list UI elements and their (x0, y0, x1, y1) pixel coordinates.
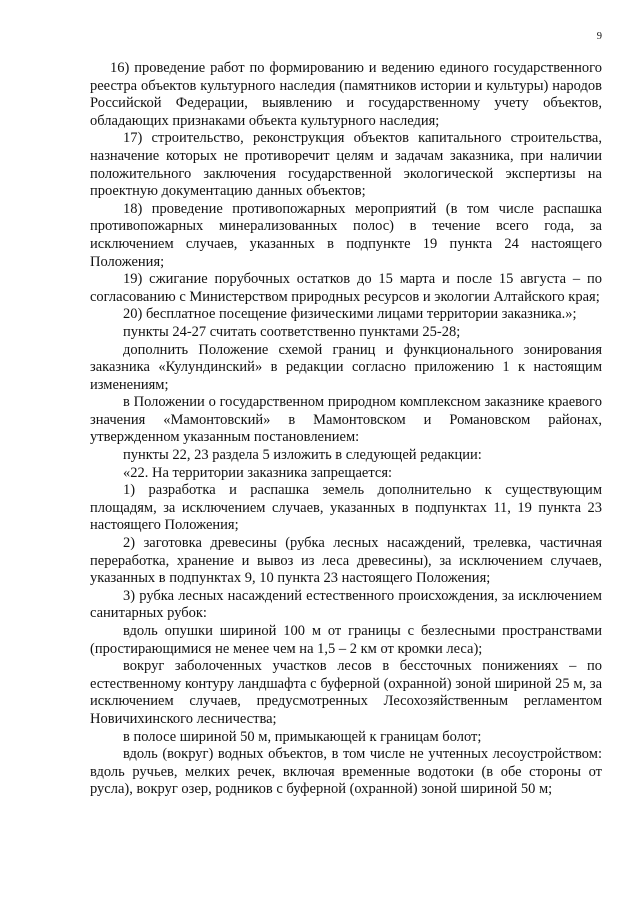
paragraph-water-objects: вдоль (вокруг) водных объектов, в том числе не учтенных лесоустройством: вдоль ручьев, мелких речек, включая временные водотоки (в обе стороны от русла), вокруг озер, родников с буферной (охранной) зоной шириной 50 м; (90, 746, 602, 798)
paragraph-add-scheme: дополнить Положение схемой границ и функционального зонирования заказника «Кулундинский» в редакции согласно приложению 1 к настоящим изменениям; (90, 341, 602, 393)
paragraph-item-19: 19) сжигание порубочных остатков до 15 марта и после 15 августа – по согласованию с Министерством природных ресурсов и экологии Алтайского края; (90, 271, 602, 305)
paragraph-item-18: 18) проведение противопожарных мероприятий (в том числе распашка противопожарных минерализованных полос) в течение всего года, за исключением случаев, указанных в подпункте 19 пункта 24 настоящего Положения; (90, 200, 602, 270)
paragraph-subitem-3: 3) рубка лесных насаждений естественного происхождения, за исключением санитарных рубок: (90, 587, 602, 622)
paragraph-item-17: 17) строительство, реконструкция объектов капитального строительства, назначение которых не противоречит целям и задачам заказника, при наличии положительного заключения государственной экологической экспертизы на проектную документацию данных объектов; (90, 130, 602, 200)
paragraph-clause-22: «22. На территории заказника запрещается: (123, 464, 393, 481)
paragraph-subitem-2: 2) заготовка древесины (рубка лесных насаждений, трелевка, частичная переработка, хранение и вывоз из леса древесины), за исключением случаев, указанных в подпунктах 9, 10 пункта 23 настоящего Положения; (90, 535, 602, 587)
paragraph-renumbering: пункты 24-27 считать соответственно пунктами 25-28; (123, 323, 461, 340)
paragraph-item-16: 16) проведение работ по формированию и ведению единого государственного реестра объектов культурного наследия (памятников истории и культуры) народов Российской Федерации, выявлению и государственному учету объектов, обладающих признаками объекта культурного наследия; (90, 60, 602, 129)
document-body (90, 60, 602, 799)
paragraph-wetland-areas: вокруг заболоченных участков лесов в бессточных понижениях – по естественному контуру ландшафта с буферной (охранной) зоной шириной 25 м, за исключением случаев, предусмотренных Лесохозяйственным регламентом Новичихинского лесничества; (90, 658, 602, 727)
paragraph-forest-edge: вдоль опушки шириной 100 м от границы с безлесными пространствами (простирающимися не менее чем на 1,5 – 2 км от кромки леса); (90, 623, 602, 657)
paragraph-new-edition: пункты 22, 23 раздела 5 изложить в следующей редакции: (123, 447, 482, 464)
paragraph-subitem-1: 1) разработка и распашка земель дополнительно к существующим площадям, за исключением случаев, указанных в подпунктах 11, 19 пункта 23 настоящего Положения; (90, 482, 602, 534)
paragraph-mamontovsky-intro: в Положении о государственном природном комплексном заказнике краевого значения «Мамонтовский» в Мамонтовском и Романовском районах, утвержденном указанным постановлением: (90, 394, 602, 446)
paragraph-bog-strip: в полосе шириной 50 м, примыкающей к границам болот; (123, 728, 482, 745)
page-number: 9 (596, 31, 602, 42)
paragraph-item-20: 20) бесплатное посещение физическими лицами территории заказника.»; (123, 306, 577, 323)
